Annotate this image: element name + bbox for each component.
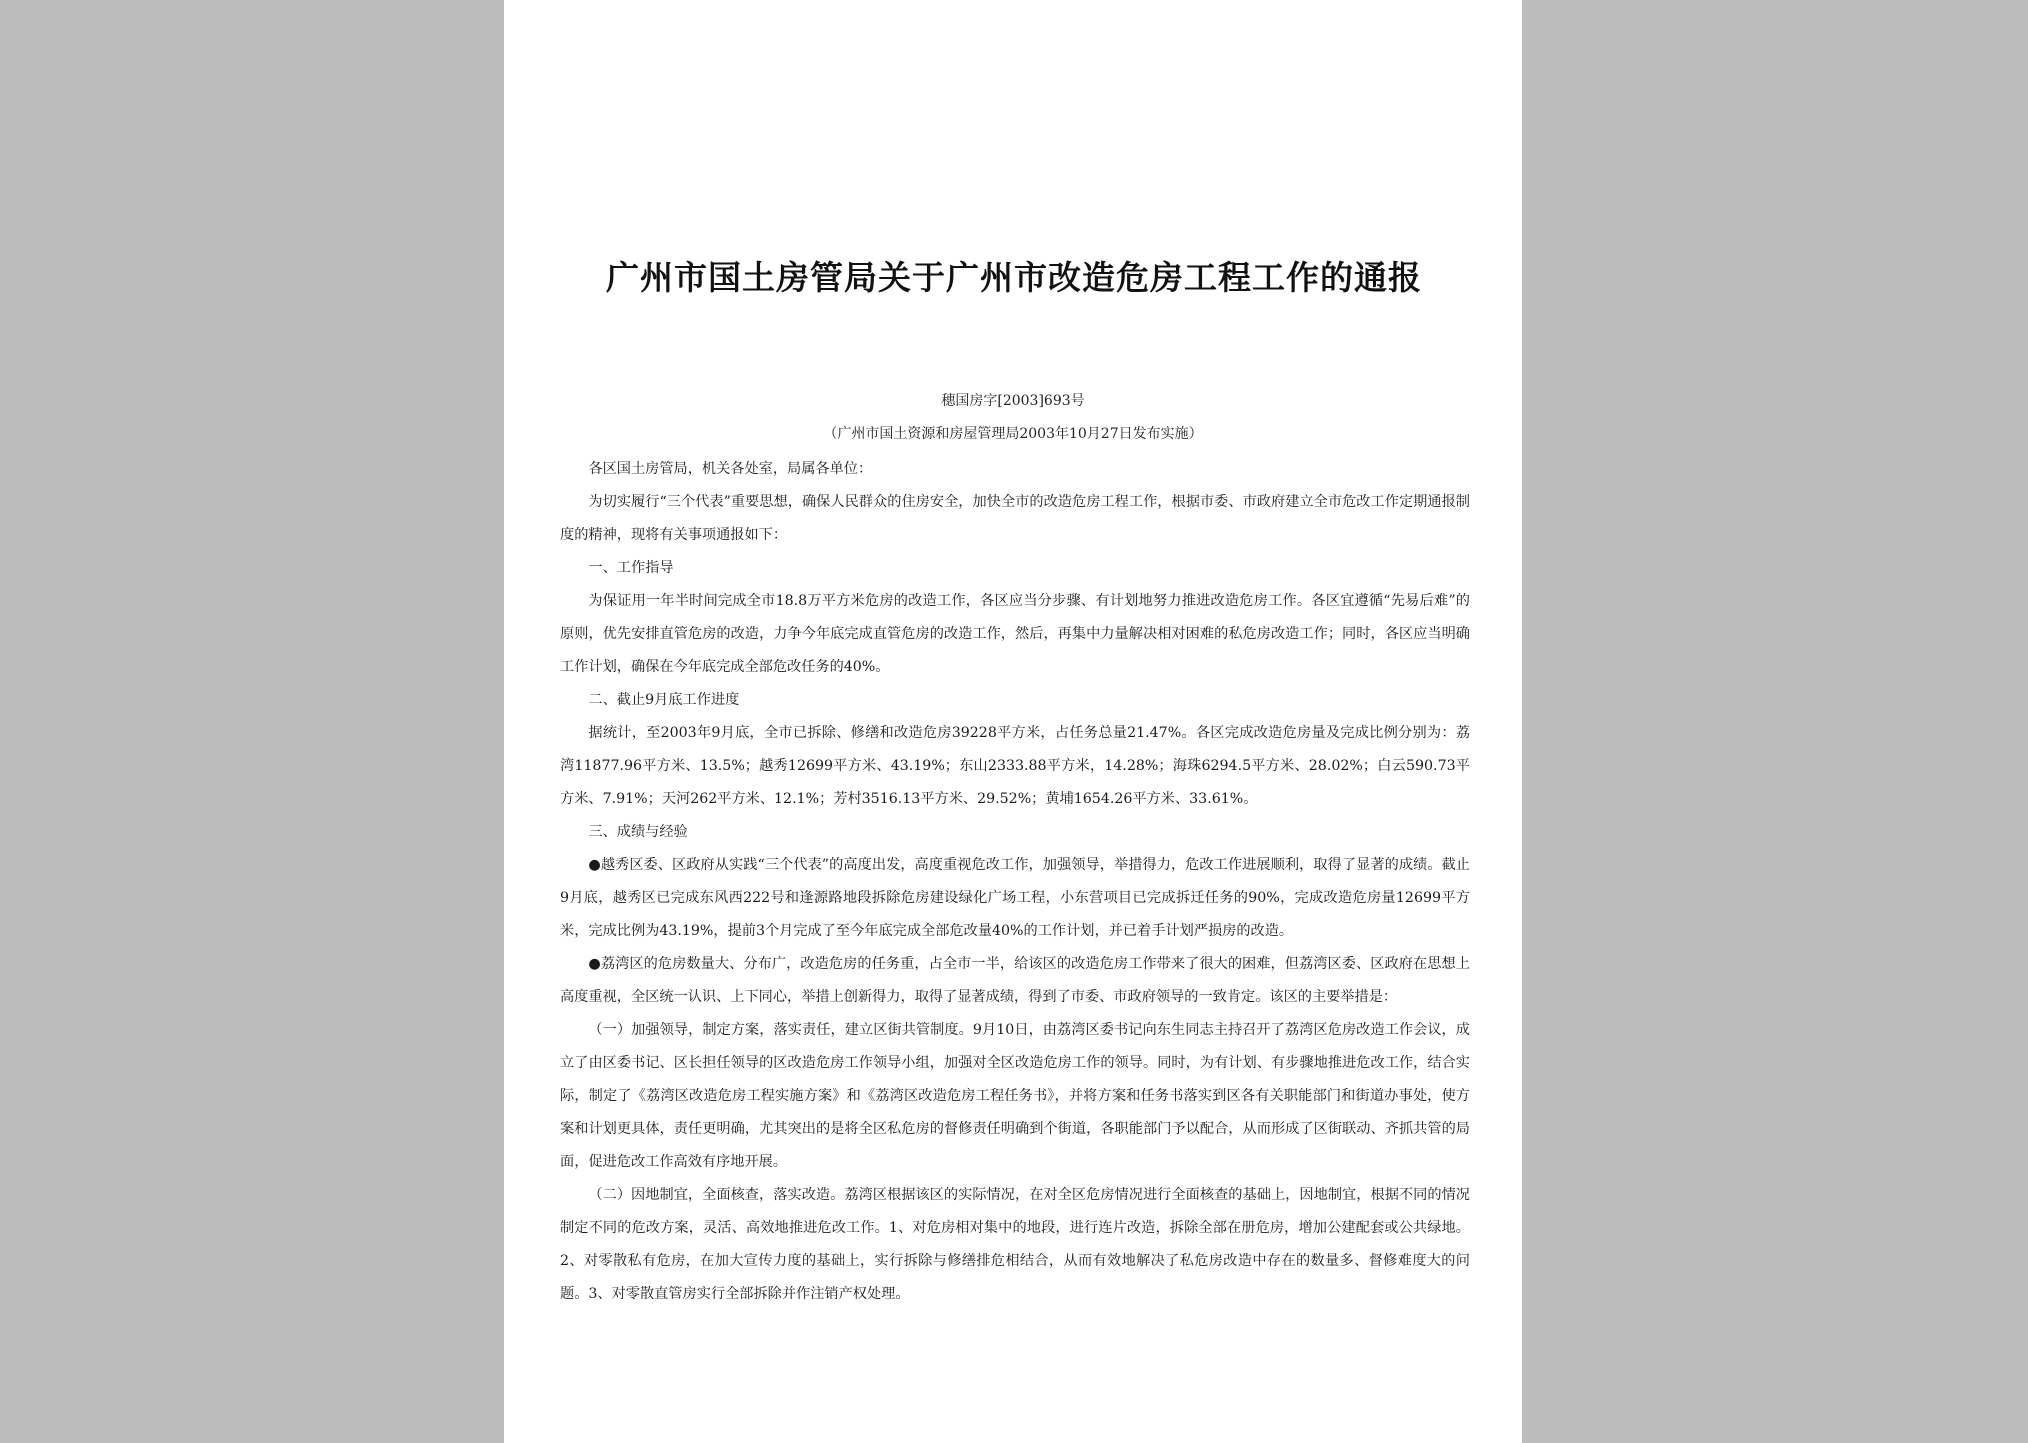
- document-number: 穗国房字[2003]693号: [941, 393, 1085, 409]
- document-body: [560, 453, 1470, 1311]
- section-heading: 二、截止9月底工作进度: [588, 692, 740, 708]
- body-paragraph: （二）因地制宜，全面核查，落实改造。荔湾区根据该区的实际情况，在对全区危房情况进行全面核查的基础上，因地制宜，根据不同的情况制定不同的危改方案，灵活、高效地推进危改工作。1、对危房相对集中的地段，进行连片改造，拆除全部在册危房，增加公建配套或公共绿地。2、对零散私有危房，在加大宣传力度的基础上，实行拆除与修缮排危相结合，从而有效地解决了私危房改造中存在的数量多、督修难度大的问题。3、对零散直管房实行全部拆除并作注销产权处理。: [560, 1187, 1470, 1302]
- body-paragraph: 据统计，至2003年9月底，全市已拆除、修缮和改造危房39228平方米，占任务总量21.47%。各区完成改造危房量及完成比例分别为：荔湾11877.96平方米、13.5%；越秀12699平方米、43.19%；东山2333.88平方米，14.28%；海珠6294.5平方米、28.02%；白云590.73平方米、7.91%；天河262平方米、12.1%；芳村3516.13平方米、29.52%；黄埔1654.26平方米、33.61%。: [560, 725, 1470, 807]
- body-paragraph: 为保证用一年半时间完成全市18.8万平方米危房的改造工作，各区应当分步骤、有计划地努力推进改造危房工作。各区宜遵循“先易后难”的原则，优先安排直管危房的改造，力争今年底完成直管危房的改造工作，然后，再集中力量解决相对困难的私危房改造工作；同时，各区应当明确工作计划，确保在今年底完成全部危改任务的40%。: [560, 593, 1470, 675]
- section-heading: 一、工作指导: [588, 560, 674, 576]
- issuer-line: （广州市国土资源和房屋管理局2003年10月27日发布实施）: [823, 426, 1203, 442]
- document-page: [504, 0, 1522, 1443]
- body-paragraph: （一）加强领导，制定方案，落实责任，建立区街共管制度。9月10日，由荔湾区委书记向东生同志主持召开了荔湾区危房改造工作会议，成立了由区委书记、区长担任领导的区改造危房工作领导小组，加强对全区改造危房工作的领导。同时，为有计划、有步骤地推进危改工作，结合实际，制定了《荔湾区改造危房工程实施方案》和《荔湾区改造危房工程任务书》，并将方案和任务书落实到区各有关职能部门和街道办事处，使方案和计划更具体，责任更明确，尤其突出的是将全区私危房的督修责任明确到个街道，各职能部门予以配合，从而形成了区街联动、齐抓共管的局面，促进危改工作高效有序地开展。: [560, 1022, 1470, 1170]
- body-paragraph: ●荔湾区的危房数量大、分布广，改造危房的任务重，占全市一半，给该区的改造危房工作带来了很大的困难，但荔湾区委、区政府在思想上高度重视，全区统一认识、上下同心，举措上创新得力，取得了显著成绩，得到了市委、市政府领导的一致肯定。该区的主要举措是：: [560, 956, 1470, 1005]
- body-paragraph: ●越秀区委、区政府从实践“三个代表”的高度出发，高度重视危改工作，加强领导，举措得力，危改工作进展顺利，取得了显著的成绩。截止9月底，越秀区已完成东风西222号和逢源路地段拆除危房建设绿化广场工程，小东营项目已完成拆迁任务的90%，完成改造危房量12699平方米，完成比例为43.19%，提前3个月完成了至今年底完成全部危改量40%的工作计划，并已着手计划严损房的改造。: [560, 857, 1470, 939]
- section-heading: 三、成绩与经验: [588, 824, 688, 840]
- document-title: 广州市国土房管局关于广州市改造危房工程工作的通报: [606, 258, 1422, 297]
- salutation-paragraph: 各区国土房管局，机关各处室，局属各单位：: [588, 461, 873, 477]
- body-paragraph: 为切实履行“三个代表”重要思想，确保人民群众的住房安全，加快全市的改造危房工程工作，根据市委、市政府建立全市危改工作定期通报制度的精神，现将有关事项通报如下：: [560, 494, 1470, 543]
